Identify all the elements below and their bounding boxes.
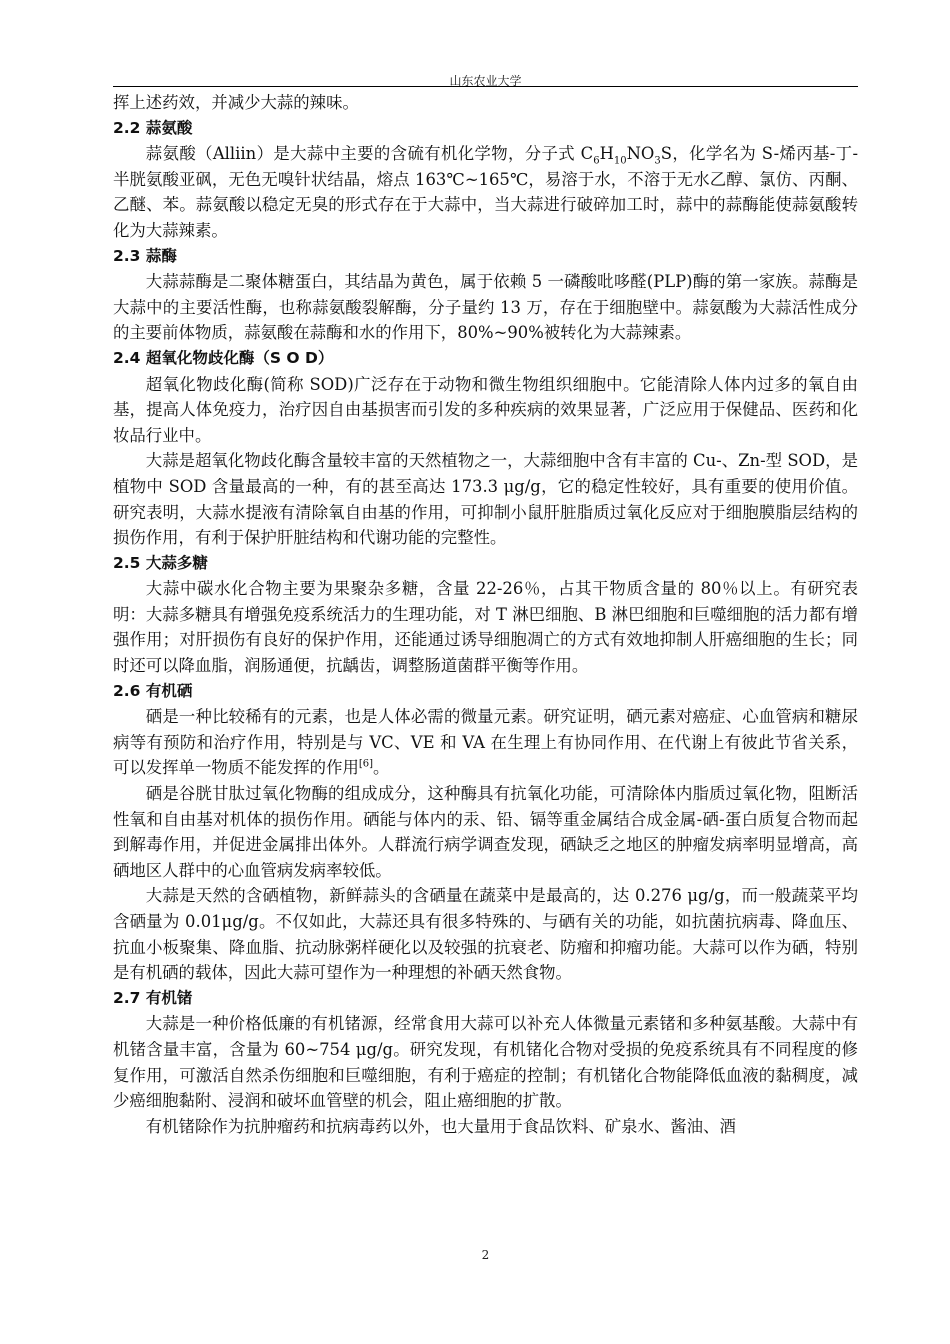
paragraph-germanium-2: 有机锗除作为抗肿瘤药和抗病毒药以外，也大量用于食品饮料、矿泉水、酱油、酒: [145, 1116, 736, 1136]
paragraph-germanium-1: 大蒜是一种价格低廉的有机锗源，经常食用大蒜可以补充人体微量元素锗和多种氨基酸。大蒜中有机锗含量丰富，含量为 60~754 μg/g。研究发现，有机锗化合物对受损的免疫系统具有不同程度的修复作用，可激活自然杀伤细胞和巨噬细胞，有利于癌症的控制；有机锗化合物能降低血液的黏稠度，减少癌细胞黏附、浸润和破坏血管壁的机会，阻止癌细胞的扩散。: [113, 1014, 858, 1111]
paragraph-selenium-3: 大蒜是天然的含硒植物，新鲜蒜头的含硒量在蔬菜中是最高的，达 0.276 μg/g，而一般蔬菜平均含硒量为 0.01μg/g。不仅如此，大蒜还具有很多特殊的、与硒有关的功能，如抗菌抗病毒、降血压、抗血小板聚集、降血脂、抗动脉粥样硬化以及较强的抗衰老、防瘤和抑瘤功能。大蒜可以作为硒，特别是有机硒的载体，因此大蒜可望作为一种理想的补硒天然食物。: [113, 886, 858, 983]
page-header: 山东农业大学: [449, 74, 522, 88]
document-body: [113, 90, 858, 1139]
paragraph-polysaccharide: 大蒜中碳水化合物主要为果聚杂多糖，含量 22-26％，占其干物质含量的 80％以上。有研究表明：大蒜多糖具有增强免疫系统活力的生理功能，对 T 淋巴细胞、B 淋巴细胞和巨噬细胞的活力都有增强作用；对肝损伤有良好的保护作用，还能通过诱导细胞凋亡的方式有效地抑制人肝癌细胞的生长；同时还可以降血脂，润肠通便，抗龋齿，调整肠道菌群平衡等作用。: [113, 579, 858, 676]
section-heading-2-7: 2.7 有机锗: [113, 988, 193, 1007]
intro-paragraph-tail: 挥上述药效，并减少大蒜的辣味。: [113, 93, 359, 112]
paragraph-alliin: 蒜氨酸（Alliin）是大蒜中主要的含硫有机化学物，分子式 $C_6H_{10}NO_3S$，化学名为 S-烯丙基-丁-半胱氨酸亚砜，无色无嗅针状结晶，熔点 163℃~165℃，易溶于水，不溶于无水乙醇、氯仿、丙酮、乙醚、苯。蒜氨酸以稳定无臭的形式存在于大蒜中，当大蒜进行破碎加工时，蒜中的蒜酶能使蒜氨酸转化为大蒜辣素。: [113, 144, 858, 240]
page-number: 2: [481, 1248, 490, 1262]
section-heading-2-2: 2.2 蒜氨酸: [113, 118, 193, 137]
section-heading-2-3: 2.3 蒜酶: [113, 246, 177, 265]
paragraph-alliinase: 大蒜蒜酶是二聚体糖蛋白，其结晶为黄色，属于依赖 5 一磷酸吡哆醛(PLP)酶的第一家族。蒜酶是大蒜中的主要活性酶，也称蒜氨酸裂解酶，分子量约 13 万，存在于细胞壁中。蒜氨酸为大蒜活性成分的主要前体物质，蒜氨酸在蒜酶和水的作用下，80%~90%被转化为大蒜辣素。: [113, 272, 858, 343]
section-heading-2-5: 2.5 大蒜多糖: [113, 553, 208, 572]
citation-marker: [6]: [358, 758, 374, 770]
section-heading-2-4: 2.4 超氧化物歧化酶（S O D）: [113, 348, 334, 367]
section-heading-2-6: 2.6 有机硒: [113, 681, 193, 700]
paragraph-sod-1: 超氧化物歧化酶(简称 SOD)广泛存在于动物和微生物组织细胞中。它能清除人体内过多的氧自由基，提高人体免疫力，治疗因自由基损害而引发的多种疾病的效果显著，广泛应用于保健品、医药和化妆品行业中。: [113, 374, 858, 445]
paragraph-selenium-2: 硒是谷胱甘肽过氧化物酶的组成成分，这种酶具有抗氧化功能，可清除体内脂质过氧化物，阻断活性氧和自由基对机体的损伤作用。硒能与体内的汞、铅、镉等重金属结合成金属-硒-蛋白质复合物而起到解毒作用，并促进金属排出体外。人群流行病学调查发现，硒缺乏之地区的肿瘤发病率明显增高，高硒地区人群中的心血管病发病率较低。: [113, 784, 858, 880]
header-divider: [113, 86, 858, 87]
paragraph-selenium-1: 硒是一种比较稀有的元素，也是人体必需的微量元素。研究证明，硒元素对癌症、心血管病和糖尿病等有预防和治疗作用，特别是与 VC、VE 和 VA 在生理上有协同作用、在代谢上有彼此节省关系，可以发挥单一物质不能发挥的作用[6]。: [113, 707, 858, 778]
paragraph-sod-2: 大蒜是超氧化物歧化酶含量较丰富的天然植物之一，大蒜细胞中含有丰富的 Cu-、Zn-型 SOD，是植物中 SOD 含量最高的一种，有的甚至高达 173.3 μg/g，它的稳定性较好，具有重要的使用价值。研究表明，大蒜水提液有清除氧自由基的作用，可抑制小鼠肝脏脂质过氧化反应对于细胞膜脂层结构的损伤作用，有利于保护肝脏结构和代谢功能的完整性。: [113, 451, 858, 548]
